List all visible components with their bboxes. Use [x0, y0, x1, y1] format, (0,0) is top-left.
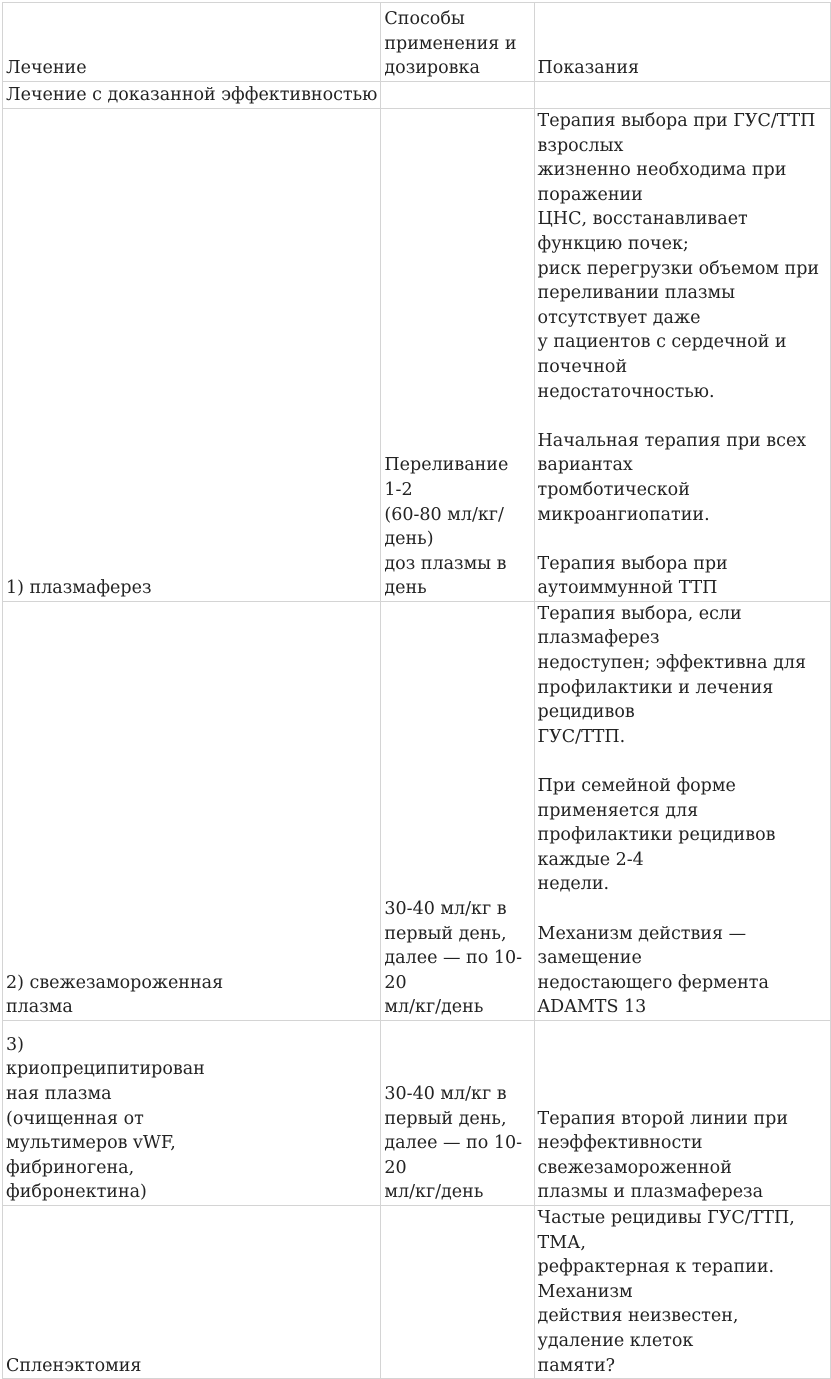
treatment-text: Спленэктомия — [6, 1355, 142, 1376]
methods-cell — [381, 601, 534, 1020]
header-methods-text: Способы применения и дозировка — [384, 9, 517, 79]
section-empty-cell — [534, 82, 830, 109]
header-methods — [381, 3, 534, 82]
section-empty-cell — [381, 82, 534, 109]
methods-text: Переливание 1-2 (60-80 мл/кг/день) доз плазмы в день — [384, 455, 509, 599]
methods-cell — [381, 1205, 534, 1378]
indications-text: Терапия второй линии при неэффективности свежезамороженной плазмы и плазмафереза — [537, 1108, 789, 1203]
table-row — [3, 1205, 831, 1378]
indications-text: Частые рецидивы ГУС/ТТП, ТМА, рефрактерная к терапии. Механизм действия неизвестен, удаление клеток памяти? — [537, 1207, 795, 1376]
table-row — [3, 109, 831, 602]
indications-text: Терапия выбора, если плазмаферез недоступен; эффективна для профилактики и лечения рецидивов ГУС/ТТП. При семейной форме применяется для профилактики рецидивов каждые 2-4 недели. Механизм действия — замещение недостающего фермента ADAMTS 13 — [537, 603, 807, 1018]
header-indications-text: Показания — [537, 58, 640, 79]
header-treatment-text: Лечение — [6, 58, 87, 79]
table-row — [3, 1020, 831, 1205]
section-title-cell — [3, 82, 381, 109]
methods-text: 30-40 мл/кг в первый день, далее — по 10-20 мл/кг/день — [384, 899, 522, 1018]
treatment-cell — [3, 601, 381, 1020]
treatment-text: 1) плазмаферез — [6, 578, 152, 599]
header-row — [3, 3, 831, 82]
indications-text: Терапия выбора при ГУС/ТТП взрослых жизненно необходима при поражении ЦНС, восстанавливает функцию почек; риск перегрузки объемом при переливании плазмы отсутствует даже у пациентов с сердечной и почечной недостаточностью. Начальная терапия при всех вариантах тромботической микроангиопатии. Терапия выбора при аутоиммунной ТТП — [537, 111, 820, 599]
section-title: Лечение с доказанной эффективностью — [6, 85, 378, 106]
treatment-cell — [3, 1205, 381, 1378]
treatment-text: 2) свежезамороженная плазма — [6, 972, 224, 1018]
treatment-table — [2, 2, 831, 1379]
section-row — [3, 82, 831, 109]
table-row — [3, 601, 831, 1020]
indications-cell — [534, 109, 830, 602]
methods-cell — [381, 1020, 534, 1205]
indications-cell — [534, 1020, 830, 1205]
methods-cell — [381, 109, 534, 602]
treatment-cell — [3, 109, 381, 602]
treatment-cell — [3, 1020, 381, 1205]
treatment-text: 3) криопреципитирован ная плазма (очищенная от мультимеров vWF, фибриногена, фибронектина) — [6, 1034, 205, 1203]
indications-cell — [534, 601, 830, 1020]
header-treatment — [3, 3, 381, 82]
indications-cell — [534, 1205, 830, 1378]
methods-text: 30-40 мл/кг в первый день, далее — по 10-20 мл/кг/день — [384, 1084, 522, 1203]
header-indications — [534, 3, 830, 82]
